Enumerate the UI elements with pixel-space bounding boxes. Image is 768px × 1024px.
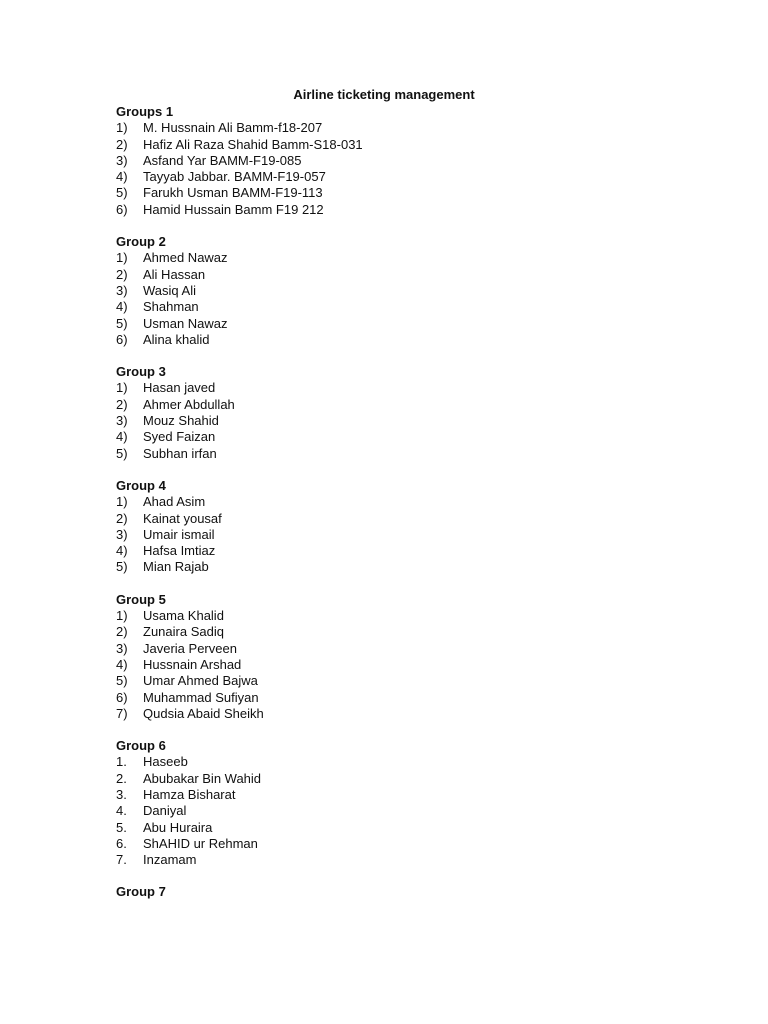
member-number: 5) (116, 315, 128, 331)
member-number: 3) (116, 640, 128, 656)
group-section (116, 738, 676, 868)
member-number: 6. (116, 835, 127, 851)
member-name: Umair ismail (143, 526, 215, 542)
member-name: Abu Huraira (143, 819, 213, 835)
member-number: 3) (116, 526, 128, 542)
member-number: 4) (116, 169, 128, 185)
groups-container (116, 104, 676, 917)
member-name: Hamid Hussain Bamm F19 212 (143, 201, 324, 217)
group-section (116, 884, 676, 900)
member-number: 5) (116, 673, 128, 689)
member-number: 4. (116, 803, 127, 819)
group-section (116, 592, 676, 722)
member-name: Ahad Asim (143, 494, 206, 510)
member-list-item (116, 250, 676, 266)
member-number: 1) (116, 380, 128, 396)
member-list-item (116, 429, 676, 445)
member-number: 5) (116, 185, 128, 201)
member-name: Subhan irfan (143, 445, 217, 461)
member-number: 3) (116, 152, 128, 168)
member-list-item (116, 446, 676, 462)
member-list-item (116, 787, 676, 803)
group-section (116, 364, 676, 462)
member-name: Hafsa Imtiaz (143, 543, 216, 559)
member-number: 4) (116, 299, 128, 315)
member-number: 6) (116, 201, 128, 217)
member-number: 1) (116, 494, 128, 510)
member-list-item (116, 511, 676, 527)
member-list-item (116, 624, 676, 640)
member-number: 3. (116, 786, 127, 802)
group-section (116, 104, 676, 218)
group-heading: Group 2 (116, 234, 166, 250)
member-list-item (116, 836, 676, 852)
member-number: 3) (116, 282, 128, 298)
member-name: Usama Khalid (143, 608, 224, 624)
member-list-item (116, 543, 676, 559)
member-name: M. Hussnain Ali Bamm-f18-207 (143, 120, 323, 136)
member-name: Hamza Bisharat (143, 786, 236, 802)
member-name: Ahmer Abdullah (143, 396, 235, 412)
member-list-item (116, 202, 676, 218)
member-list-item (116, 299, 676, 315)
member-name: Mian Rajab (143, 559, 209, 575)
member-name: Ahmed Nawaz (143, 250, 228, 266)
member-name: Usman Nawaz (143, 315, 228, 331)
member-number: 5) (116, 445, 128, 461)
member-number: 7) (116, 705, 128, 721)
member-list-item (116, 559, 676, 575)
member-number: 1) (116, 608, 128, 624)
group-section (116, 234, 676, 348)
member-number: 1. (116, 754, 127, 770)
member-list (116, 754, 676, 868)
member-list-item (116, 820, 676, 836)
member-number: 4) (116, 429, 128, 445)
group-heading: Group 3 (116, 364, 166, 380)
member-name: Muhammad Sufiyan (143, 689, 259, 705)
member-list (116, 608, 676, 722)
member-number: 6) (116, 331, 128, 347)
group-heading: Group 5 (116, 591, 166, 607)
member-number: 5) (116, 559, 128, 575)
member-number: 6) (116, 689, 128, 705)
member-name: Wasiq Ali (143, 282, 196, 298)
member-name: Umar Ahmed Bajwa (143, 673, 258, 689)
member-list-item (116, 153, 676, 169)
member-number: 2. (116, 770, 127, 786)
group-heading: Group 7 (116, 884, 166, 900)
member-number: 5. (116, 819, 127, 835)
member-number: 1) (116, 120, 128, 136)
member-list-item (116, 267, 676, 283)
member-name: Kainat yousaf (143, 510, 222, 526)
member-name: Inzamam (143, 852, 197, 868)
member-list-item (116, 397, 676, 413)
member-number: 4) (116, 543, 128, 559)
member-list-item (116, 283, 676, 299)
member-list-item (116, 641, 676, 657)
member-list (116, 250, 676, 348)
member-list-item (116, 494, 676, 510)
member-name: Zunaira Sadiq (143, 624, 224, 640)
member-number: 7. (116, 852, 127, 868)
member-name: ShAHID ur Rehman (143, 835, 258, 851)
member-name: Hasan javed (143, 380, 216, 396)
member-name: Daniyal (143, 803, 187, 819)
document-title: Airline ticketing management (293, 87, 475, 102)
member-number: 1) (116, 250, 128, 266)
member-name: Asfand Yar BAMM-F19-085 (143, 152, 302, 168)
member-list-item (116, 852, 676, 868)
member-list-item (116, 754, 676, 770)
member-name: Hafiz Ali Raza Shahid Bamm-S18-031 (143, 136, 363, 152)
member-name: Haseeb (143, 754, 188, 770)
member-number: 2) (116, 136, 128, 152)
member-list (116, 120, 676, 218)
member-list-item (116, 185, 676, 201)
member-list (116, 494, 676, 575)
member-number: 2) (116, 624, 128, 640)
member-list-item (116, 380, 676, 396)
member-name: Shahman (143, 299, 199, 315)
member-name: Abubakar Bin Wahid (143, 770, 262, 786)
member-number: 2) (116, 266, 128, 282)
member-list (116, 380, 676, 461)
member-list-item (116, 673, 676, 689)
member-number: 4) (116, 656, 128, 672)
group-heading: Groups 1 (116, 104, 174, 119)
member-number: 2) (116, 396, 128, 412)
member-list-item (116, 803, 676, 819)
member-name: Syed Faizan (143, 429, 216, 445)
member-name: Ali Hassan (143, 266, 206, 282)
member-name: Qudsia Abaid Sheikh (143, 705, 264, 721)
member-list-item (116, 169, 676, 185)
member-name: Javeria Perveen (143, 640, 237, 656)
member-name: Alina khalid (143, 331, 210, 347)
member-number: 2) (116, 510, 128, 526)
member-list-item (116, 137, 676, 153)
member-name: Mouz Shahid (143, 413, 219, 429)
member-list-item (116, 771, 676, 787)
member-number: 3) (116, 413, 128, 429)
member-name: Tayyab Jabbar. BAMM-F19-057 (143, 169, 326, 185)
member-name: Hussnain Arshad (143, 656, 242, 672)
member-list-item (116, 690, 676, 706)
member-list-item (116, 120, 676, 136)
member-list-item (116, 316, 676, 332)
member-list-item (116, 608, 676, 624)
member-list-item (116, 527, 676, 543)
group-heading: Group 4 (116, 477, 166, 493)
group-section (116, 478, 676, 576)
member-name: Farukh Usman BAMM-F19-113 (143, 185, 323, 201)
member-list-item (116, 413, 676, 429)
member-list-item (116, 706, 676, 722)
member-list-item (116, 332, 676, 348)
member-list-item (116, 657, 676, 673)
group-heading: Group 6 (116, 738, 166, 754)
